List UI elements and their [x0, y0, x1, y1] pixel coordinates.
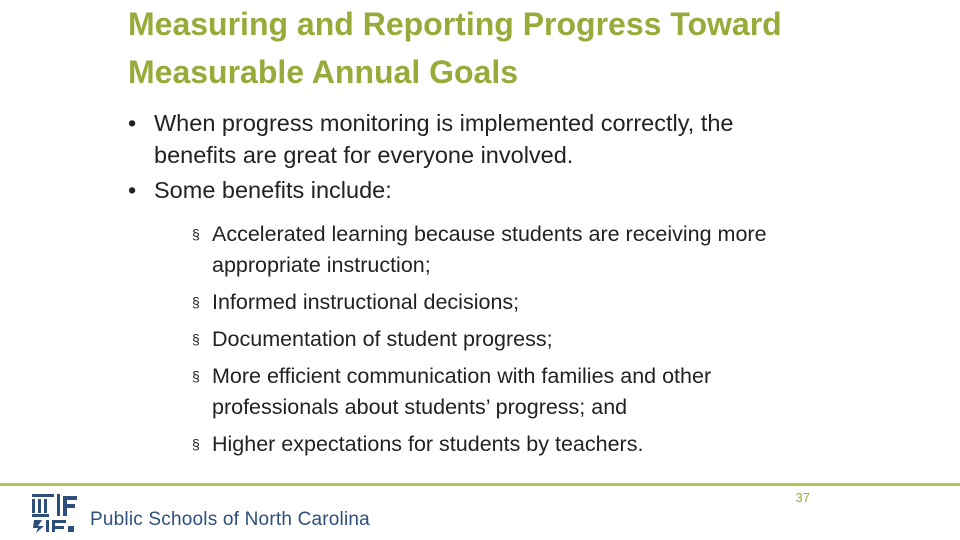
sub-bullet-text: Documentation of student progress;: [212, 327, 553, 351]
sub-bullet-item: [190, 361, 818, 423]
sub-bullet-text: Accelerated learning because students are receiving more appropriate instruction;: [212, 222, 767, 277]
footer-divider: [0, 483, 960, 486]
bullet-marker: •: [128, 110, 137, 136]
sub-bullet-text: More efficient communication with families and other professionals about students’ progress; and: [212, 364, 712, 419]
bullet-item: [128, 174, 818, 460]
sub-bullet-list: [190, 219, 818, 460]
sub-bullet-item: [190, 429, 818, 460]
sub-bullet-marker: §: [192, 226, 200, 242]
bullet-text: When progress monitoring is implemented correctly, the benefits are great for everyone involved.: [154, 110, 734, 168]
bullet-item: [128, 107, 818, 171]
sub-bullet-marker: §: [192, 331, 200, 347]
bullet-text: Some benefits include:: [154, 177, 392, 203]
sub-bullet-marker: §: [192, 368, 200, 384]
sub-bullet-marker: §: [192, 294, 200, 310]
footer-logo: [30, 492, 370, 534]
bullet-marker: •: [128, 177, 137, 203]
slide-title: Measuring and Reporting Progress Toward Measurable Annual Goals: [128, 6, 782, 90]
sub-bullet-item: [190, 219, 818, 281]
sub-bullet-marker: §: [192, 436, 200, 452]
slide-content: [128, 107, 818, 466]
logo-text: Public Schools of North Carolina: [90, 509, 370, 530]
sub-bullet-item: [190, 287, 818, 318]
nc-school-logo-icon: [30, 492, 82, 534]
bullet-list: [128, 107, 818, 460]
page-number: 37: [795, 490, 810, 505]
sub-bullet-text: Higher expectations for students by teachers.: [212, 432, 644, 456]
sub-bullet-text: Informed instructional decisions;: [212, 290, 520, 314]
sub-bullet-item: [190, 324, 818, 355]
